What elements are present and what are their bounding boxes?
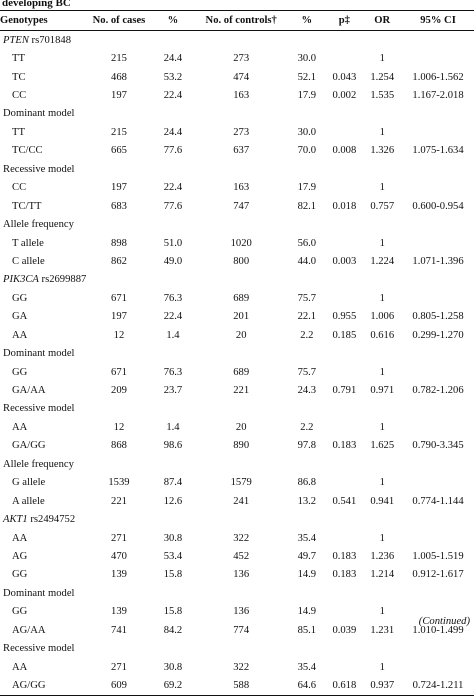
table-row bbox=[0, 289, 474, 307]
table-caption: developing BC bbox=[2, 0, 71, 9]
cases-pct-cell: 30.8 bbox=[163, 532, 183, 544]
table-row bbox=[0, 363, 474, 381]
table-row bbox=[0, 308, 474, 326]
p-value-cell bbox=[326, 418, 362, 436]
genotype-cell: GA/AA bbox=[12, 385, 46, 397]
controls-cell: 322 bbox=[233, 532, 250, 544]
header-cases: No. of cases bbox=[87, 11, 151, 31]
cases-pct-cell: 98.6 bbox=[163, 440, 183, 452]
gene-name: PIK3CA bbox=[3, 274, 39, 286]
or-cell: 0.941 bbox=[370, 495, 395, 507]
controls-pct-cell: 85.1 bbox=[297, 624, 317, 636]
table-row bbox=[0, 621, 474, 639]
gene-label bbox=[0, 31, 474, 50]
or-cell: 1 bbox=[379, 532, 385, 544]
ci-cell: 0.912-1.617 bbox=[412, 569, 464, 581]
table-row bbox=[0, 529, 474, 547]
genotype-cell: A allele bbox=[12, 495, 45, 507]
controls-cell: 474 bbox=[233, 71, 250, 83]
cases-cell: 215 bbox=[111, 126, 127, 138]
cases-cell: 271 bbox=[111, 661, 127, 673]
controls-cell: 1020 bbox=[230, 237, 252, 249]
cases-pct-cell: 24.4 bbox=[163, 53, 183, 65]
cases-cell: 221 bbox=[111, 495, 127, 507]
table-row bbox=[0, 197, 474, 215]
controls-cell: 273 bbox=[233, 53, 250, 65]
cases-cell: 215 bbox=[111, 53, 127, 65]
p-value-cell bbox=[326, 123, 362, 141]
cases-pct-cell: 1.4 bbox=[166, 329, 180, 341]
table-row bbox=[0, 142, 474, 160]
or-cell: 1 bbox=[379, 421, 385, 433]
ci-cell: 1.075-1.634 bbox=[412, 145, 464, 157]
header-cases-pct: % bbox=[151, 11, 195, 31]
controls-pct-cell: 35.4 bbox=[297, 661, 317, 673]
ci-cell: 0.790-3.345 bbox=[412, 440, 464, 452]
p-value-cell bbox=[326, 179, 362, 197]
table-header-row bbox=[0, 11, 474, 31]
p-value-cell: 0.008 bbox=[332, 145, 357, 157]
ci-cell bbox=[402, 179, 474, 197]
controls-pct-cell: 17.9 bbox=[297, 182, 317, 194]
ci-cell bbox=[402, 363, 474, 381]
p-value-cell: 0.183 bbox=[332, 550, 357, 562]
genotype-table bbox=[0, 10, 474, 696]
or-cell: 1 bbox=[379, 366, 385, 378]
cases-pct-cell: 77.6 bbox=[163, 145, 183, 157]
cases-pct-cell: 1.4 bbox=[166, 421, 180, 433]
controls-pct-cell: 49.7 bbox=[297, 550, 317, 562]
cases-pct-cell: 15.8 bbox=[163, 569, 183, 581]
cases-pct-cell: 22.4 bbox=[163, 311, 183, 323]
table-row bbox=[0, 492, 474, 510]
genotype-cell: AG bbox=[12, 550, 28, 562]
table-row bbox=[0, 676, 474, 695]
header-controls: No. of controls† bbox=[195, 11, 287, 31]
cases-cell: 665 bbox=[111, 145, 127, 157]
section-label: Allele frequency bbox=[3, 458, 74, 470]
cases-cell: 197 bbox=[111, 311, 127, 323]
genotype-cell: GA/GG bbox=[12, 440, 46, 452]
gene-name: AKT1 bbox=[3, 514, 28, 526]
controls-pct-cell: 2.2 bbox=[300, 421, 314, 433]
or-cell: 1 bbox=[379, 292, 385, 304]
genotype-cell: TC bbox=[12, 71, 26, 83]
ci-cell: 0.774-1.144 bbox=[412, 495, 464, 507]
controls-pct-cell: 2.2 bbox=[300, 329, 314, 341]
or-cell: 1.236 bbox=[370, 550, 395, 562]
or-cell: 1.224 bbox=[370, 255, 395, 267]
controls-pct-cell: 17.9 bbox=[297, 90, 317, 102]
or-cell: 1 bbox=[379, 237, 385, 249]
section-header-row bbox=[0, 400, 474, 418]
gene-label bbox=[0, 510, 474, 528]
table-body bbox=[0, 31, 474, 696]
controls-cell: 452 bbox=[233, 550, 250, 562]
cases-cell: 139 bbox=[111, 569, 127, 581]
gene-header-row bbox=[0, 271, 474, 289]
p-value-cell bbox=[326, 658, 362, 676]
cases-pct-cell: 77.6 bbox=[163, 200, 183, 212]
controls-cell: 588 bbox=[195, 676, 287, 695]
snp-id: rs701848 bbox=[28, 34, 71, 46]
table-row bbox=[0, 49, 474, 67]
table-row bbox=[0, 68, 474, 86]
section-header-row bbox=[0, 455, 474, 473]
section-label: Recessive model bbox=[3, 163, 75, 175]
or-cell: 1.006 bbox=[370, 311, 395, 323]
genotype-cell: CC bbox=[12, 182, 27, 194]
controls-pct-cell: 30.0 bbox=[297, 126, 317, 138]
section-label: Recessive model bbox=[3, 643, 75, 655]
p-value-cell: 0.183 bbox=[332, 440, 357, 452]
or-cell: 1.231 bbox=[370, 624, 395, 636]
or-cell: 1 bbox=[379, 606, 385, 618]
snp-id: rs2494752 bbox=[27, 514, 76, 526]
snp-id: rs2699887 bbox=[38, 274, 87, 286]
controls-cell: 689 bbox=[233, 292, 250, 304]
p-value-cell: 0.018 bbox=[332, 200, 357, 212]
ci-cell: 1.010-1.499 bbox=[412, 624, 464, 636]
section-header-row bbox=[0, 105, 474, 123]
table-row bbox=[0, 418, 474, 436]
continued-note: (Continued) bbox=[418, 616, 470, 627]
controls-pct-cell: 64.6 bbox=[287, 676, 326, 695]
header-controls-pct: % bbox=[287, 11, 326, 31]
genotype-cell: TC/TT bbox=[12, 200, 42, 212]
p-value-cell: 0.791 bbox=[332, 385, 357, 397]
ci-cell bbox=[402, 123, 474, 141]
cases-cell: 197 bbox=[111, 182, 127, 194]
or-cell: 1.214 bbox=[370, 569, 395, 581]
cases-pct-cell: 76.3 bbox=[163, 366, 183, 378]
cases-cell: 209 bbox=[111, 385, 127, 397]
table-row bbox=[0, 326, 474, 344]
controls-pct-cell: 44.0 bbox=[297, 255, 317, 267]
p-value-cell: 0.185 bbox=[332, 329, 357, 341]
genotype-cell: GG bbox=[12, 292, 28, 304]
controls-cell: 1579 bbox=[230, 477, 252, 489]
ci-cell: 0.299-1.270 bbox=[412, 329, 464, 341]
ci-cell bbox=[402, 234, 474, 252]
genotype-cell: TT bbox=[12, 126, 25, 138]
controls-pct-cell: 22.1 bbox=[297, 311, 317, 323]
p-value-cell: 0.183 bbox=[332, 569, 357, 581]
cases-cell: 468 bbox=[111, 71, 127, 83]
gene-header-row bbox=[0, 31, 474, 50]
ci-cell: 1.006-1.562 bbox=[412, 71, 464, 83]
section-label: Dominant model bbox=[3, 348, 75, 360]
genotype-cell: AG/GG bbox=[0, 676, 87, 695]
header-p-value: p‡ bbox=[326, 11, 362, 31]
cases-pct-cell: 49.0 bbox=[163, 255, 183, 267]
ci-cell: 1.167-2.018 bbox=[412, 90, 464, 102]
controls-cell: 136 bbox=[233, 569, 250, 581]
or-cell: 1.625 bbox=[370, 440, 395, 452]
p-value-cell bbox=[326, 529, 362, 547]
table-row bbox=[0, 123, 474, 141]
controls-pct-cell: 75.7 bbox=[297, 292, 317, 304]
controls-pct-cell: 14.9 bbox=[297, 569, 317, 581]
controls-cell: 689 bbox=[233, 366, 250, 378]
table-row bbox=[0, 603, 474, 621]
genotype-cell: AA bbox=[12, 532, 28, 544]
or-cell: 1.535 bbox=[370, 90, 395, 102]
controls-cell: 20 bbox=[235, 421, 247, 433]
ci-cell bbox=[402, 418, 474, 436]
gene-label bbox=[0, 271, 474, 289]
genotype-cell: GG bbox=[12, 606, 28, 618]
controls-cell: 136 bbox=[233, 606, 250, 618]
table-row bbox=[0, 381, 474, 399]
section-label: Dominant model bbox=[3, 587, 75, 599]
cases-cell: 12 bbox=[113, 421, 125, 433]
controls-cell: 163 bbox=[233, 182, 250, 194]
table-row bbox=[0, 566, 474, 584]
genotype-cell: AA bbox=[12, 421, 28, 433]
cases-pct-cell: 30.8 bbox=[163, 661, 183, 673]
ci-cell: 0.782-1.206 bbox=[412, 385, 464, 397]
table-row bbox=[0, 86, 474, 104]
section-header-row bbox=[0, 584, 474, 602]
or-cell: 1 bbox=[379, 182, 385, 194]
controls-pct-cell: 56.0 bbox=[297, 237, 317, 249]
cases-cell: 862 bbox=[111, 255, 127, 267]
p-value-cell bbox=[326, 49, 362, 67]
cases-cell: 671 bbox=[111, 292, 127, 304]
p-value-cell bbox=[326, 603, 362, 621]
p-value-cell: 0.002 bbox=[332, 90, 357, 102]
genotype-cell: AA bbox=[12, 661, 28, 673]
cases-pct-cell: 53.2 bbox=[163, 71, 183, 83]
cases-pct-cell: 22.4 bbox=[163, 182, 183, 194]
genotype-cell: CC bbox=[12, 90, 27, 102]
cases-cell: 898 bbox=[111, 237, 127, 249]
cases-pct-cell: 22.4 bbox=[163, 90, 183, 102]
genotype-cell: GG bbox=[12, 569, 28, 581]
p-value-cell bbox=[326, 289, 362, 307]
controls-cell: 800 bbox=[233, 255, 250, 267]
ci-cell bbox=[402, 529, 474, 547]
or-cell: 1.326 bbox=[370, 145, 395, 157]
section-header-row bbox=[0, 639, 474, 657]
cases-cell: 741 bbox=[111, 624, 127, 636]
table-row bbox=[0, 252, 474, 270]
controls-pct-cell: 52.1 bbox=[297, 71, 317, 83]
or-cell: 0.937 bbox=[362, 676, 402, 695]
table-row bbox=[0, 179, 474, 197]
controls-pct-cell: 86.8 bbox=[297, 477, 317, 489]
genotype-cell: AG/AA bbox=[12, 624, 46, 636]
controls-cell: 747 bbox=[233, 200, 250, 212]
p-value-cell: 0.043 bbox=[332, 71, 357, 83]
p-value-cell: 0.618 bbox=[326, 676, 362, 695]
section-header-row bbox=[0, 344, 474, 362]
controls-pct-cell: 75.7 bbox=[297, 366, 317, 378]
section-header-row bbox=[0, 160, 474, 178]
genotype-cell: TT bbox=[12, 53, 25, 65]
controls-cell: 163 bbox=[233, 90, 250, 102]
controls-cell: 241 bbox=[233, 495, 250, 507]
cases-cell: 868 bbox=[111, 440, 127, 452]
ci-cell bbox=[402, 289, 474, 307]
or-cell: 0.616 bbox=[370, 329, 395, 341]
controls-pct-cell: 82.1 bbox=[297, 200, 317, 212]
ci-cell: 0.805-1.258 bbox=[412, 311, 464, 323]
cases-pct-cell: 69.2 bbox=[151, 676, 195, 695]
ci-cell: 0.600-0.954 bbox=[412, 200, 464, 212]
cases-pct-cell: 23.7 bbox=[163, 385, 183, 397]
genotype-cell: G allele bbox=[12, 477, 46, 489]
cases-cell: 139 bbox=[111, 606, 127, 618]
ci-cell: 1.005-1.519 bbox=[412, 550, 464, 562]
section-label: Allele frequency bbox=[3, 219, 74, 231]
controls-cell: 273 bbox=[233, 126, 250, 138]
genotype-cell: GG bbox=[12, 366, 28, 378]
or-cell: 0.757 bbox=[370, 200, 395, 212]
cases-cell: 12 bbox=[113, 329, 125, 341]
controls-cell: 890 bbox=[233, 440, 250, 452]
cases-pct-cell: 51.0 bbox=[163, 237, 183, 249]
cases-cell: 470 bbox=[111, 550, 127, 562]
section-header-row bbox=[0, 215, 474, 233]
controls-cell: 637 bbox=[233, 145, 250, 157]
controls-cell: 774 bbox=[233, 624, 250, 636]
genotype-cell: T allele bbox=[12, 237, 44, 249]
controls-pct-cell: 70.0 bbox=[297, 145, 317, 157]
cases-pct-cell: 53.4 bbox=[163, 550, 183, 562]
p-value-cell bbox=[326, 363, 362, 381]
section-label: Recessive model bbox=[3, 403, 75, 415]
table-row bbox=[0, 474, 474, 492]
controls-pct-cell: 24.3 bbox=[297, 385, 317, 397]
table-row bbox=[0, 234, 474, 252]
p-value-cell: 0.955 bbox=[332, 311, 357, 323]
p-value-cell bbox=[326, 474, 362, 492]
controls-pct-cell: 13.2 bbox=[297, 495, 317, 507]
gene-header-row bbox=[0, 510, 474, 528]
cases-pct-cell: 24.4 bbox=[163, 126, 183, 138]
cases-cell: 671 bbox=[111, 366, 127, 378]
controls-cell: 20 bbox=[235, 329, 247, 341]
cases-cell: 683 bbox=[111, 200, 127, 212]
controls-pct-cell: 97.8 bbox=[297, 440, 317, 452]
ci-cell: 1.071-1.396 bbox=[412, 255, 464, 267]
genotype-cell: GA bbox=[12, 311, 28, 323]
or-cell: 1.254 bbox=[370, 71, 395, 83]
cases-cell: 197 bbox=[111, 90, 127, 102]
controls-cell: 201 bbox=[233, 311, 250, 323]
cases-cell: 271 bbox=[111, 532, 127, 544]
header-genotypes: Genotypes bbox=[0, 11, 87, 31]
ci-cell bbox=[402, 474, 474, 492]
gene-name: PTEN bbox=[3, 34, 29, 46]
table-row bbox=[0, 547, 474, 565]
controls-pct-cell: 30.0 bbox=[297, 53, 317, 65]
cases-pct-cell: 87.4 bbox=[163, 477, 183, 489]
header-ci: 95% CI bbox=[402, 11, 474, 31]
cases-cell: 1539 bbox=[108, 477, 130, 489]
cases-pct-cell: 84.2 bbox=[163, 624, 183, 636]
p-value-cell: 0.039 bbox=[332, 624, 357, 636]
genotype-cell: AA bbox=[12, 329, 28, 341]
or-cell: 1 bbox=[379, 661, 385, 673]
ci-cell bbox=[402, 49, 474, 67]
cases-cell: 609 bbox=[87, 676, 151, 695]
controls-cell: 322 bbox=[233, 661, 250, 673]
cases-pct-cell: 15.8 bbox=[163, 606, 183, 618]
or-cell: 0.971 bbox=[370, 385, 395, 397]
or-cell: 1 bbox=[379, 477, 385, 489]
cases-pct-cell: 12.6 bbox=[163, 495, 183, 507]
cases-pct-cell: 76.3 bbox=[163, 292, 183, 304]
controls-pct-cell: 14.9 bbox=[297, 606, 317, 618]
p-value-cell bbox=[326, 234, 362, 252]
header-or: OR bbox=[362, 11, 402, 31]
or-cell: 1 bbox=[379, 53, 385, 65]
table-row bbox=[0, 437, 474, 455]
ci-cell: 0.724-1.211 bbox=[402, 676, 474, 695]
controls-cell: 221 bbox=[233, 385, 250, 397]
genotype-cell: TC/CC bbox=[12, 145, 43, 157]
p-value-cell: 0.541 bbox=[332, 495, 357, 507]
genotype-cell: C allele bbox=[12, 255, 45, 267]
controls-pct-cell: 35.4 bbox=[297, 532, 317, 544]
table-row bbox=[0, 658, 474, 676]
p-value-cell: 0.003 bbox=[332, 255, 357, 267]
section-label: Dominant model bbox=[3, 108, 75, 120]
or-cell: 1 bbox=[379, 126, 385, 138]
ci-cell bbox=[402, 658, 474, 676]
